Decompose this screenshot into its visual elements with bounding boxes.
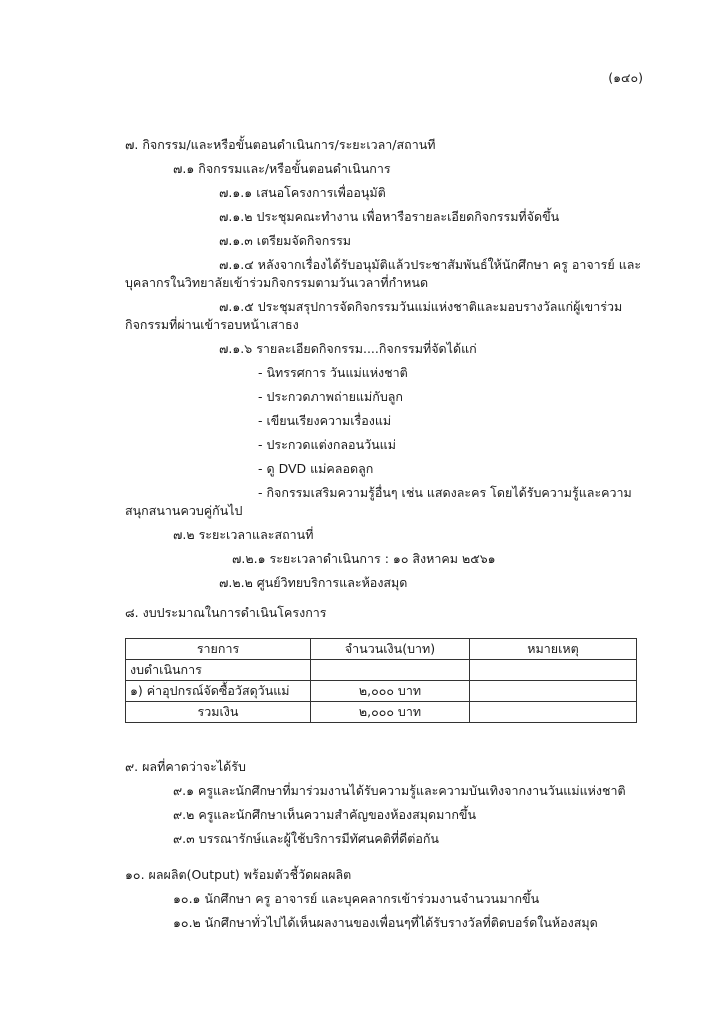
item-7-1-4-line1: ๗.๑.๔ หลังจากเรื่องได้รับอนุมัติแล้วประชาสัมพันธ์ให้นักศึกษา ครู อาจารย์ และ <box>219 257 642 272</box>
item-7-1-5-line1: ๗.๑.๕ ประชุมสรุปการจัดกิจกรรมวันแม่แห่งชาติและมอบรางวัลแก่ผู้เขาร่วม <box>219 299 623 314</box>
table-cell <box>311 660 470 681</box>
item-7-1-2: ๗.๑.๒ ประชุมคณะทำงาน เพื่อหารือรายละเอียดกิจกรรมที่จัดขึ้น <box>219 209 560 224</box>
item-7-1-6: ๗.๑.๖ รายละเอียดกิจกรรม....กิจกรรมที่จัดได้แก่ <box>219 341 477 356</box>
table-row <box>126 702 637 723</box>
table-cell: รวมเงิน <box>126 702 311 723</box>
table-row <box>126 660 637 681</box>
section7-1-heading: ๗.๑ กิจกรรมและ/หรือขั้นตอนดำเนินการ <box>173 161 391 176</box>
activity-item: - เขียนเรียงความเรื่องแม่ <box>258 413 392 428</box>
output-item: ๑๐.๑ นักศึกษา ครู อาจารย์ และบุคคลากรเข้าร่วมงานจำนวนมากขึ้น <box>173 891 540 906</box>
table-header-cell: รายการ <box>126 639 311 660</box>
item-7-2-1: ๗.๒.๑ ระยะเวลาดำเนินการ : ๑๐ สิงหาคม ๒๕๖๑ <box>232 551 496 566</box>
activity-item: - นิทรรศการ วันแม่แห่งชาติ <box>258 365 408 380</box>
section7-heading: ๗. กิจกรรม/และหรือขั้นตอนดำเนินการ/ระยะเวลา/สถานที <box>125 137 436 152</box>
table-header-row <box>126 639 637 660</box>
output-item: ๑๐.๒ นักศึกษาทั่วไปได้เห็นผลงานของเพื่อนๆที่ได้รับรางวัลที่ติดบอร์ดในห้องสมุด <box>173 915 598 930</box>
activity-item: - ดู DVD แม่คลอดลูก <box>258 461 374 476</box>
budget-table <box>125 638 637 723</box>
page-number: (๑๔๐) <box>608 70 643 85</box>
table-cell <box>470 702 637 723</box>
table-cell: ๒,๐๐๐ บาท <box>311 681 470 702</box>
table-cell: ๒,๐๐๐ บาท <box>311 702 470 723</box>
item-7-1-4-line2: บุคลากรในวิทยาลัยเข้าร่วมกิจกรรมตามวันเวลาที่กำหนด <box>125 275 429 290</box>
activity-item: - ประกวดภาพถ่ายแม่กับลูก <box>258 389 403 404</box>
expected-result-item: ๙.๒ ครูและนักศึกษาเห็นความสำคัญของห้องสมุดมากขึ้น <box>173 807 476 822</box>
activity-item: - ประกวดแต่งกลอนวันแม่ <box>258 437 396 452</box>
item-7-2-2: ๗.๒.๒ ศูนย์วิทยบริการและห้องสมุด <box>219 575 408 590</box>
section7-2-heading: ๗.๒ ระยะเวลาและสถานที่ <box>173 527 314 542</box>
table-header-cell: จำนวนเงิน(บาท) <box>311 639 470 660</box>
activity-item: - กิจกรรมเสริมความรู้อื่นๆ เช่น แสดงละคร โดยได้รับความรู้และความ <box>258 485 632 500</box>
section8-heading: ๘. งบประมาณในการดำเนินโครงการ <box>125 605 327 620</box>
table-cell <box>470 660 637 681</box>
table-header-cell: หมายเหตุ <box>470 639 637 660</box>
table-cell: งบดำเนินการ <box>126 660 311 681</box>
item-7-1-5-line2: กิจกรรมที่ผ่านเข้ารอบหน้าเสาธง <box>125 317 299 332</box>
expected-result-item: ๙.๓ บรรณารักษ์และผู้ใช้บริการมีทัศนคติที่ดีต่อกัน <box>173 831 439 846</box>
item-7-1-1: ๗.๑.๑ เสนอโครงการเพื่ออนุมัติ <box>219 185 386 200</box>
item-7-1-3: ๗.๑.๓ เตรียมจัดกิจกรรม <box>219 233 352 248</box>
table-row <box>126 681 637 702</box>
section10-heading: ๑๐. ผลผลิต(Output) พร้อมตัวชี้วัดผลผลิต <box>125 867 352 882</box>
expected-result-item: ๙.๑ ครูและนักศึกษาที่มาร่วมงานได้รับความรู้และความบันเทิงจากงานวันแม่แห่งชาติ <box>173 783 626 798</box>
table-cell: ๑) ค่าอุปกรณ์จัดซื้อวัสดุวันแม่ <box>126 681 311 702</box>
section9-heading: ๙. ผลที่คาดว่าจะได้รับ <box>125 759 246 774</box>
table-cell <box>470 681 637 702</box>
activity-item-continued: สนุกสนานควบคู่กันไป <box>125 503 243 518</box>
